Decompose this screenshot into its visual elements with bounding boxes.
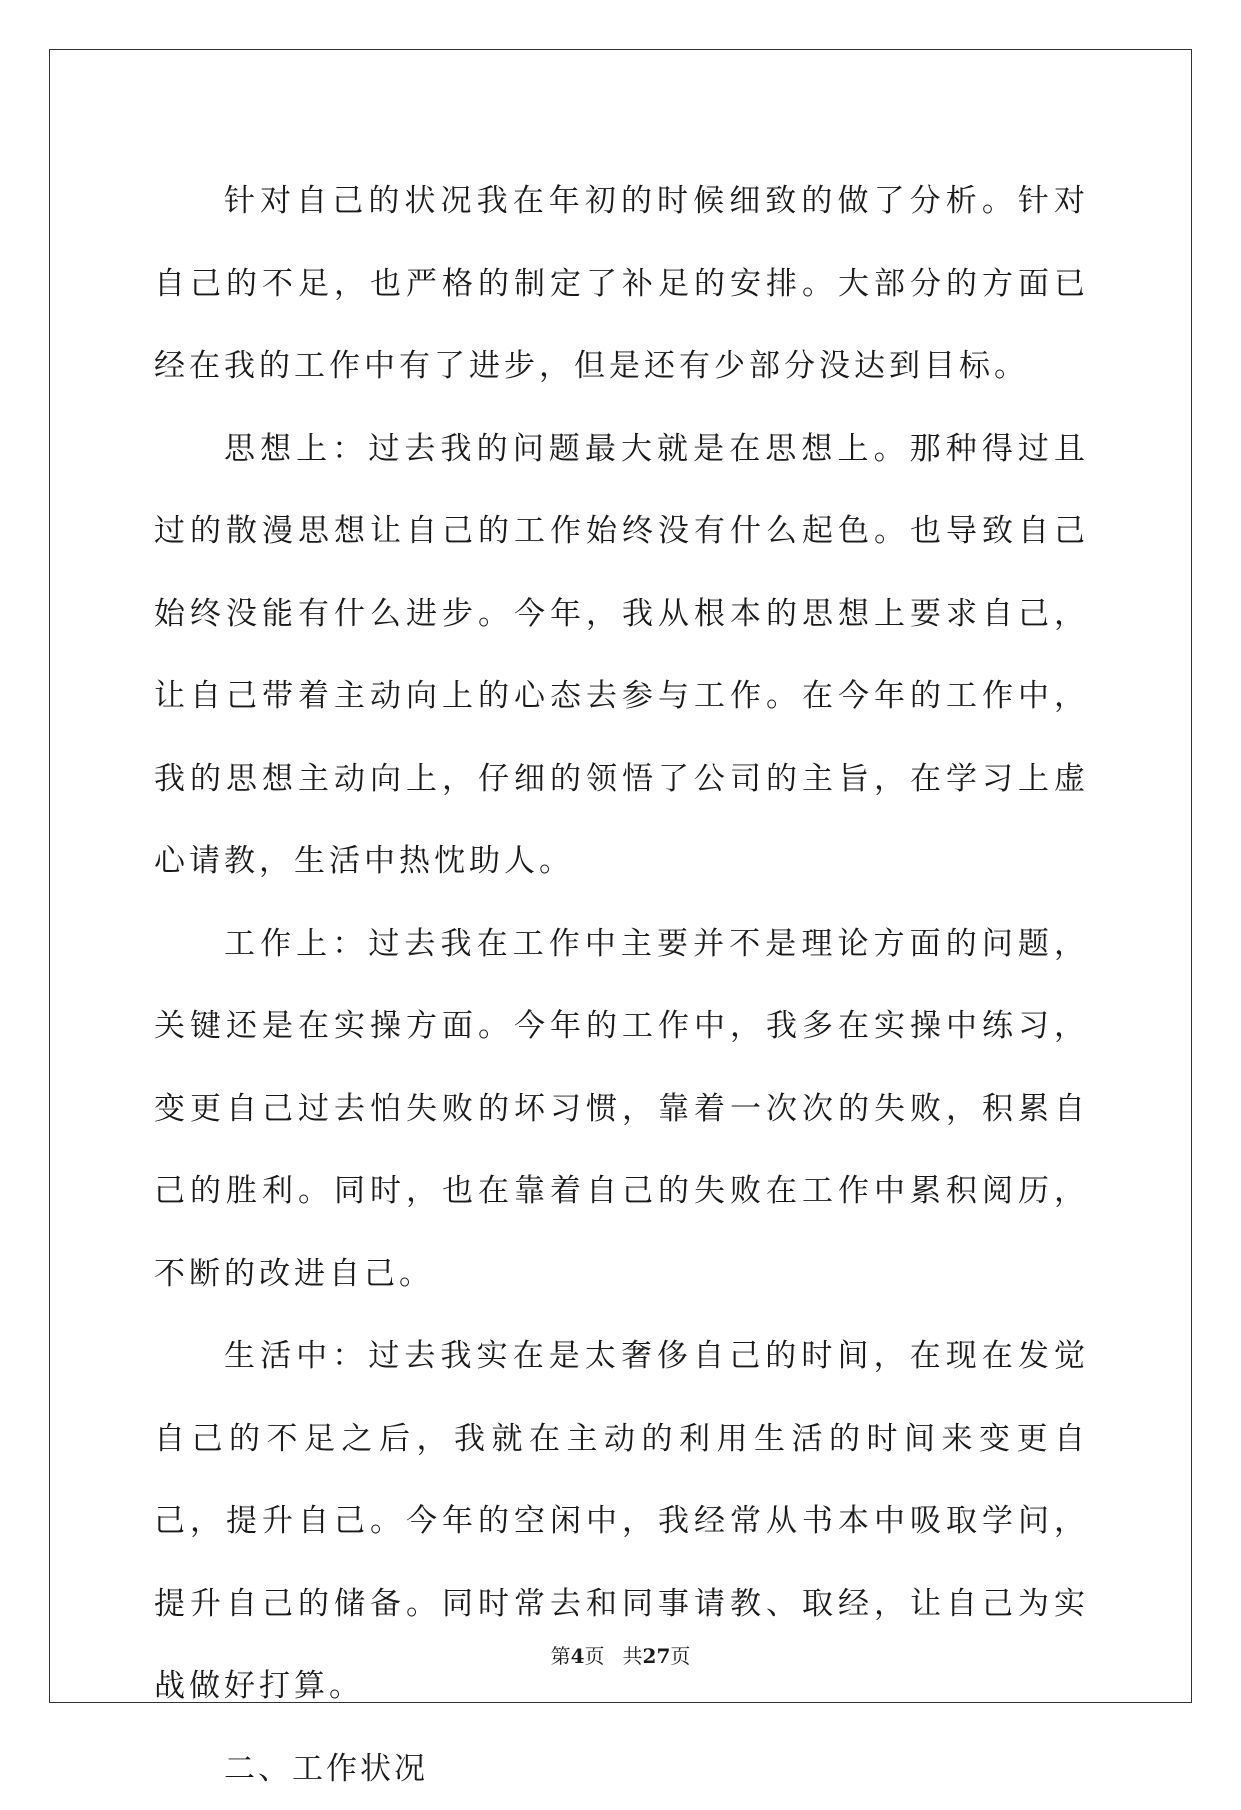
section-heading: 二、工作状况 — [154, 1728, 1089, 1810]
paragraph-work: 工作上：过去我在工作中主要并不是理论方面的问题，关键还是在实操方面。今年的工作中，我多在实操中练习，变更自己过去怕失败的坏习惯，靠着一次次的失败，积累自己的胜利。同时，也在靠着自己的失败在工作中累积阅历，不断的改进自己。 — [154, 903, 1089, 1316]
document-body — [154, 160, 1089, 1810]
footer-page-suffix: 页 — [585, 1644, 605, 1668]
paragraph-life: 生活中：过去我实在是太奢侈自己的时间，在现在发觉自己的不足之后，我就在主动的利用生活的时间来变更自己，提升自己。今年的空闲中，我经常从书本中吸取学问，提升自己的储备。同时常去和同事请教、取经，让自己为实战做好打算。 — [154, 1315, 1089, 1728]
total-pages-number: 27 — [643, 1644, 671, 1668]
footer-prefix: 第 — [551, 1644, 571, 1668]
page-footer — [0, 1640, 1241, 1669]
current-page-number: 4 — [571, 1644, 585, 1668]
paragraph-thinking: 思想上：过去我的问题最大就是在思想上。那种得过且过的散漫思想让自己的工作始终没有什么起色。也导致自己始终没能有什么进步。今年，我从根本的思想上要求自己，让自己带着主动向上的心态去参与工作。在今年的工作中，我的思想主动向上，仔细的领悟了公司的主旨，在学习上虚心请教，生活中热忱助人。 — [154, 408, 1089, 903]
footer-total-suffix: 页 — [670, 1644, 690, 1668]
paragraph-summary: 针对自己的状况我在年初的时候细致的做了分析。针对自己的不足，也严格的制定了补足的安排。大部分的方面已经在我的工作中有了进步，但是还有少部分没达到目标。 — [154, 160, 1089, 408]
footer-total-prefix: 共 — [623, 1644, 643, 1668]
